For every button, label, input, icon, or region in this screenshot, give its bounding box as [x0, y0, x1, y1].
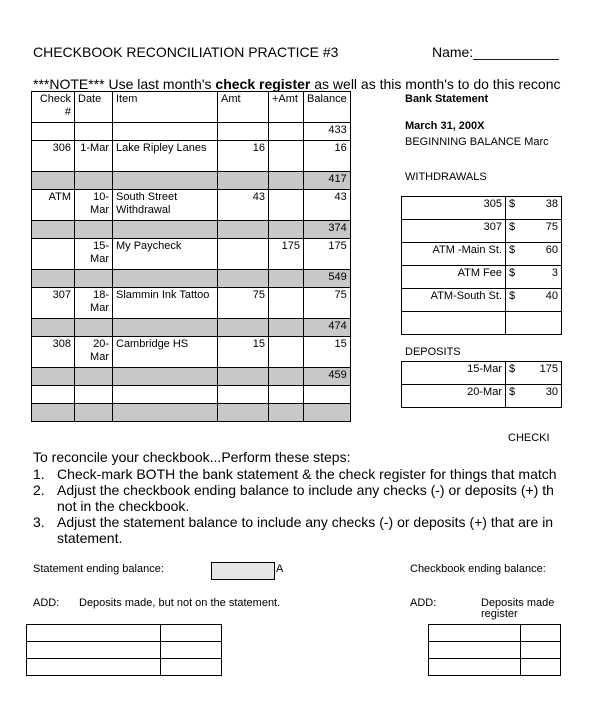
- register-amt-cell: 43: [218, 190, 269, 221]
- register-item-cell: Slammin Ink Tattoo: [113, 288, 218, 319]
- register-row: [32, 319, 351, 337]
- register-plus-cell: 175: [269, 239, 304, 270]
- add-label-left: ADD:: [33, 597, 60, 609]
- register-date-cell: [75, 368, 113, 386]
- register-plus-cell: [269, 319, 304, 337]
- register-check-cell: 306: [32, 141, 75, 172]
- register-check-cell: [32, 386, 75, 404]
- register-balance-cell: [304, 386, 351, 404]
- register-row: [32, 288, 351, 319]
- register-amt-cell: [218, 239, 269, 270]
- register-balance-cell: 417: [304, 172, 351, 190]
- box-letter-a: A: [276, 563, 284, 575]
- register-amt-cell: [218, 123, 269, 141]
- register-header-row: [32, 92, 351, 123]
- register-check-cell: [32, 172, 75, 190]
- register-date-cell: [75, 270, 113, 288]
- register-label: register: [481, 608, 518, 620]
- grid-cell[interactable]: [521, 642, 561, 659]
- withdrawals-label: WITHDRAWALS: [405, 171, 487, 183]
- register-amt-cell: 75: [218, 288, 269, 319]
- register-row: [32, 172, 351, 190]
- statement-amt-cell: 60: [526, 243, 562, 266]
- register-check-cell: 308: [32, 337, 75, 368]
- statement-row: [402, 220, 562, 243]
- register-row: [32, 404, 351, 422]
- col-amt: Amt: [218, 92, 269, 123]
- statement-row: [402, 289, 562, 312]
- register-balance-cell: 75: [304, 288, 351, 319]
- register-check-cell: [32, 123, 75, 141]
- register-balance-cell: 474: [304, 319, 351, 337]
- register-amt-cell: [218, 172, 269, 190]
- col-plus-amt: +Amt: [269, 92, 304, 123]
- register-row: [32, 337, 351, 368]
- statement-amt-cell: 40: [526, 289, 562, 312]
- register-balance-cell: [304, 404, 351, 422]
- statement-row: [402, 362, 562, 385]
- statement-amt-cell: 75: [526, 220, 562, 243]
- statement-ending-label: Statement ending balance:: [33, 563, 164, 575]
- statement-cur-cell: $: [506, 289, 526, 312]
- grid-cell[interactable]: [521, 625, 561, 642]
- statement-row: [402, 243, 562, 266]
- statement-row: [402, 385, 562, 408]
- register-item-cell: [113, 172, 218, 190]
- bank-statement-heading: Bank Statement: [405, 93, 489, 105]
- register-item-cell: Lake Ripley Lanes: [113, 141, 218, 172]
- register-check-cell: 307: [32, 288, 75, 319]
- col-check: Check #: [32, 92, 75, 123]
- register-date-cell: 20-Mar: [75, 337, 113, 368]
- withdrawals-body: [402, 197, 562, 335]
- register-date-cell: [75, 386, 113, 404]
- register-date-cell: [75, 123, 113, 141]
- register-amt-cell: [218, 368, 269, 386]
- register-amt-cell: [218, 319, 269, 337]
- statement-ending-input[interactable]: [211, 562, 275, 580]
- register-item-cell: [113, 123, 218, 141]
- grid-cell[interactable]: [161, 659, 222, 676]
- col-item: Item: [113, 92, 218, 123]
- register-check-cell: [32, 239, 75, 270]
- register-amt-cell: [218, 221, 269, 239]
- statement-cur-cell: $: [506, 220, 526, 243]
- register-plus-cell: [269, 368, 304, 386]
- register-row: [32, 141, 351, 172]
- register-balance-cell: 459: [304, 368, 351, 386]
- step-2-number: 2.: [33, 482, 45, 498]
- col-balance: Balance: [304, 92, 351, 123]
- page-title: CHECKBOOK RECONCILIATION PRACTICE #3: [33, 44, 339, 60]
- statement-cur-cell: [506, 312, 526, 335]
- register-date-cell: [75, 221, 113, 239]
- deposits-body: [402, 362, 562, 408]
- register-check-cell: [32, 368, 75, 386]
- col-date: Date: [75, 92, 113, 123]
- register-balance-cell: 549: [304, 270, 351, 288]
- register-check-cell: [32, 270, 75, 288]
- register-plus-cell: [269, 404, 304, 422]
- step-3-continuation: statement.: [57, 530, 123, 546]
- statement-desc-cell: 15-Mar: [402, 362, 506, 385]
- statement-amt-cell: 30: [526, 385, 562, 408]
- register-item-cell: Cambridge HS: [113, 337, 218, 368]
- deposits-table: [401, 361, 562, 408]
- statement-amt-cell: 3: [526, 266, 562, 289]
- statement-row: [402, 266, 562, 289]
- statement-desc-cell: 307: [402, 220, 506, 243]
- register-plus-cell: [269, 386, 304, 404]
- register-row: [32, 239, 351, 270]
- register-row: [32, 190, 351, 221]
- register-balance-cell: 43: [304, 190, 351, 221]
- register-check-cell: [32, 319, 75, 337]
- grid-cell[interactable]: [27, 642, 161, 659]
- add-label-right: ADD:: [410, 597, 437, 609]
- grid-cell[interactable]: [429, 625, 521, 642]
- register-balance-cell: 15: [304, 337, 351, 368]
- withdrawals-table: [401, 196, 562, 335]
- register-row: [32, 270, 351, 288]
- name-field-label: Name:___________: [432, 44, 559, 60]
- register-plus-cell: [269, 337, 304, 368]
- register-check-cell: ATM: [32, 190, 75, 221]
- statement-desc-cell: [402, 312, 506, 335]
- register-item-cell: My Paycheck: [113, 239, 218, 270]
- step-3-text: Adjust the statement balance to include any checks (-) or deposits (+) that are in: [57, 514, 554, 530]
- statement-cur-cell: $: [506, 243, 526, 266]
- register-date-cell: [75, 319, 113, 337]
- step-1-number: 1.: [33, 466, 45, 482]
- statement-desc-cell: ATM Fee: [402, 266, 506, 289]
- register-item-cell: [113, 404, 218, 422]
- statement-cur-cell: $: [506, 197, 526, 220]
- grid-cell[interactable]: [521, 659, 561, 676]
- checkbook-label: CHECKI: [508, 432, 550, 444]
- register-balance-cell: 175: [304, 239, 351, 270]
- register-check-cell: [32, 404, 75, 422]
- beginning-balance-label: BEGINNING BALANCE Marc: [405, 136, 549, 148]
- register-item-cell: [113, 270, 218, 288]
- note-bold: check register: [215, 76, 311, 92]
- check-register-table: [31, 91, 351, 422]
- register-item-cell: [113, 368, 218, 386]
- register-row: [32, 123, 351, 141]
- register-amt-cell: [218, 270, 269, 288]
- register-row: [32, 386, 351, 404]
- register-amt-cell: 15: [218, 337, 269, 368]
- register-body: [32, 123, 351, 422]
- statement-desc-cell: 305: [402, 197, 506, 220]
- register-amt-cell: [218, 404, 269, 422]
- grid-cell[interactable]: [429, 659, 521, 676]
- statement-cur-cell: $: [506, 266, 526, 289]
- grid-cell[interactable]: [161, 642, 222, 659]
- statement-row: [402, 197, 562, 220]
- register-plus-cell: [269, 141, 304, 172]
- register-plus-cell: [269, 172, 304, 190]
- deposits-not-on-statement-label: Deposits made, but not on the statement.: [79, 597, 281, 609]
- register-item-cell: [113, 386, 218, 404]
- statement-row: [402, 312, 562, 335]
- note-line: [33, 76, 560, 92]
- register-item-cell: [113, 221, 218, 239]
- step-3-number: 3.: [33, 514, 45, 530]
- register-balance-cell: 374: [304, 221, 351, 239]
- register-plus-cell: [269, 288, 304, 319]
- register-date-cell: [75, 404, 113, 422]
- register-item-cell: [113, 319, 218, 337]
- step-2-text: Adjust the checkbook ending balance to include any checks (-) or deposits (+) th: [57, 482, 554, 498]
- statement-amt-cell: 175: [526, 362, 562, 385]
- register-balance-cell: 433: [304, 123, 351, 141]
- step-2-continuation: not in the checkbook.: [57, 498, 190, 514]
- grid-cell[interactable]: [429, 642, 521, 659]
- register-plus-cell: [269, 190, 304, 221]
- deposits-made-label: Deposits made: [481, 597, 555, 609]
- register-date-cell: 18-Mar: [75, 288, 113, 319]
- register-amt-cell: 16: [218, 141, 269, 172]
- register-row: [32, 221, 351, 239]
- statement-desc-cell: 20-Mar: [402, 385, 506, 408]
- note-suffix: as well as this month's to do this reconc: [310, 76, 561, 92]
- register-row: [32, 368, 351, 386]
- statement-desc-cell: ATM-South St.: [402, 289, 506, 312]
- register-check-cell: [32, 221, 75, 239]
- statement-desc-cell: ATM -Main St.: [402, 243, 506, 266]
- deposits-label: DEPOSITS: [405, 346, 461, 358]
- statement-cur-cell: $: [506, 362, 526, 385]
- register-date-cell: [75, 172, 113, 190]
- register-item-cell: South Street Withdrawal: [113, 190, 218, 221]
- grid-cell[interactable]: [27, 659, 161, 676]
- register-date-cell: 15-Mar: [75, 239, 113, 270]
- grid-cell[interactable]: [161, 625, 222, 642]
- statement-cur-cell: $: [506, 385, 526, 408]
- deposits-grid-right: [428, 624, 561, 676]
- register-date-cell: 1-Mar: [75, 141, 113, 172]
- bank-statement-date: March 31, 200X: [405, 120, 485, 132]
- grid-cell[interactable]: [27, 625, 161, 642]
- statement-amt-cell: 38: [526, 197, 562, 220]
- note-prefix: ***NOTE*** Use last month's: [33, 76, 216, 92]
- register-balance-cell: 16: [304, 141, 351, 172]
- checkbook-ending-label: Checkbook ending balance:: [410, 563, 546, 575]
- statement-amt-cell: [526, 312, 562, 335]
- register-plus-cell: [269, 123, 304, 141]
- step-1-text: Check-mark BOTH the bank statement & the check register for things that match: [57, 466, 557, 482]
- register-amt-cell: [218, 386, 269, 404]
- register-date-cell: 10-Mar: [75, 190, 113, 221]
- deposits-grid-left: [26, 624, 222, 676]
- register-plus-cell: [269, 270, 304, 288]
- instructions-intro: To reconcile your checkbook...Perform these steps:: [33, 449, 351, 465]
- register-plus-cell: [269, 221, 304, 239]
